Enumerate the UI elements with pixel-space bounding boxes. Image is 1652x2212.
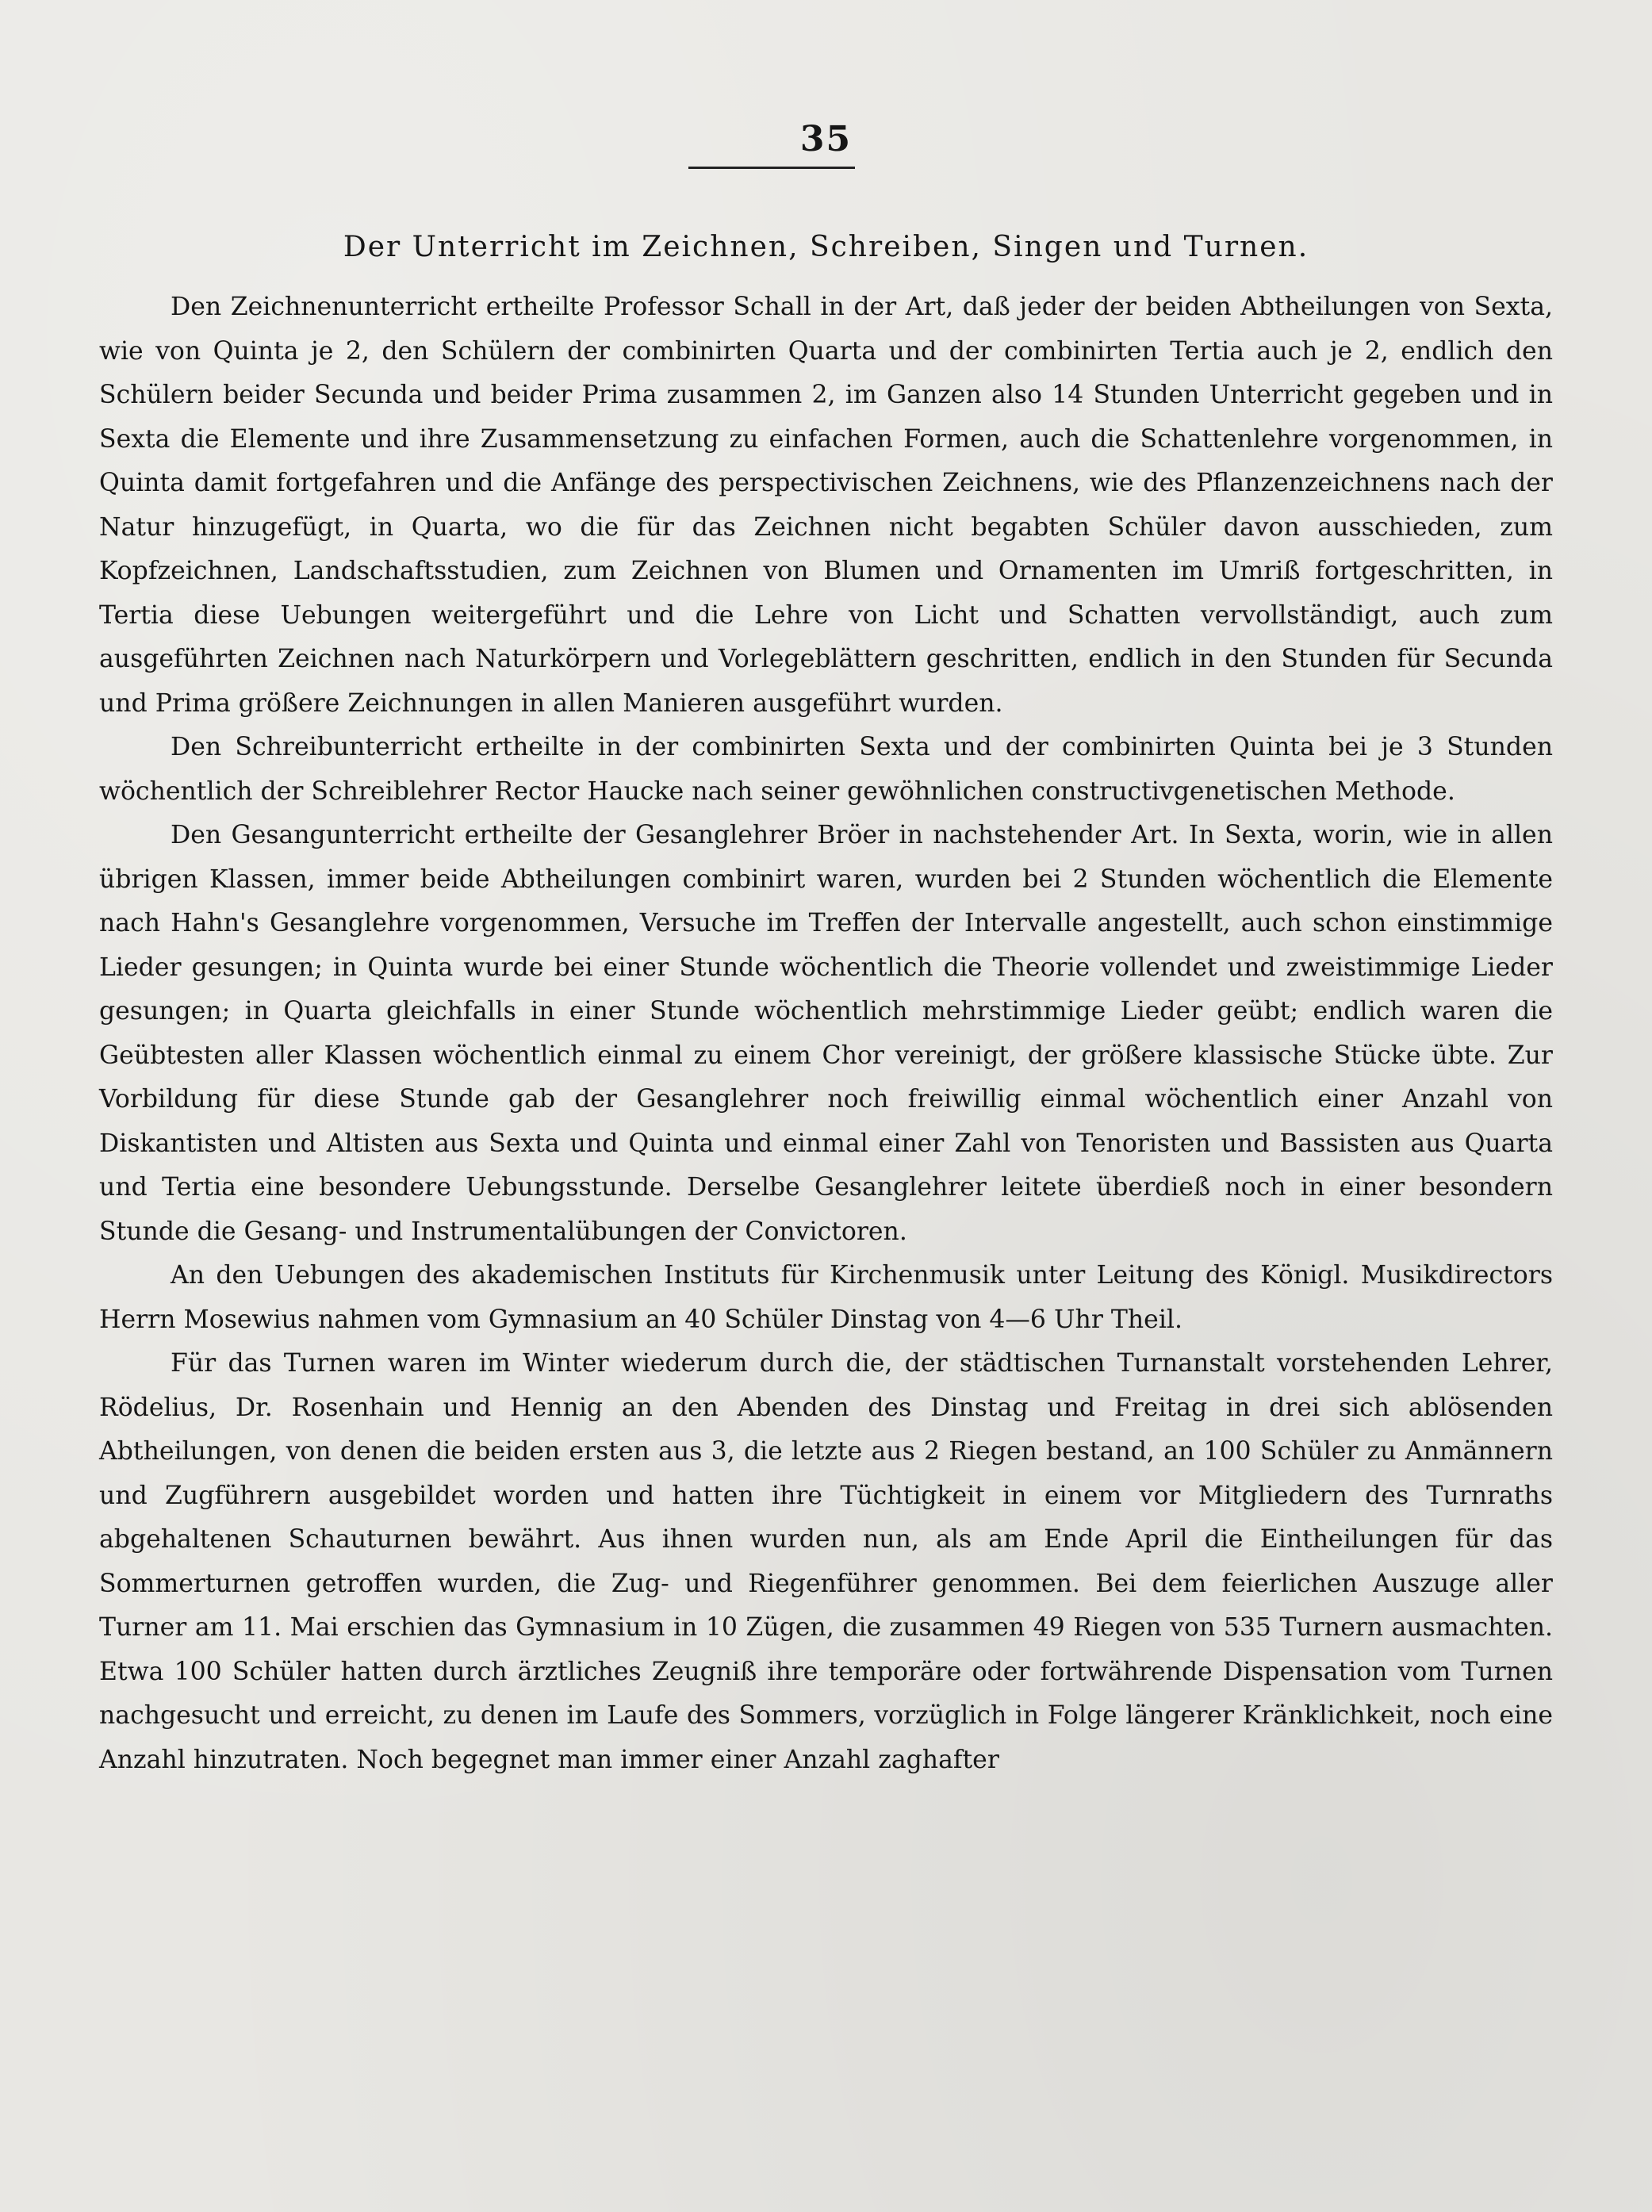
body-text: [99, 286, 1553, 1782]
page-number: 35: [799, 119, 853, 159]
section-heading: Der Unterricht im Zeichnen, Schreiben, Singen und Turnen.: [343, 231, 1309, 263]
paragraph-singing-lessons: Den Gesangunterricht ertheilte der Gesanglehrer Bröer in nachstehender Art. In Sexta, worin, wie in allen übrigen Klassen, immer beide Abtheilungen combinirt waren, wurden bei 2 Stunden wöchentlich die Elemente nach Hahn's Gesanglehre vorgenommen, Versuche im Treffen der Intervalle angestellt, auch schon einstimmige Lieder gesungen; in Quinta wurde bei einer Stunde wöchentlich die Theorie vollendet und zweistimmige Lieder gesungen; in Quarta gleichfalls in einer Stunde wöchentlich mehrstimmige Lieder geübt; endlich waren die Geübtesten aller Klassen wöchentlich einmal zu einem Chor vereinigt, der größere klassische Stücke übte. Zur Vorbildung für diese Stunde gab der Gesanglehrer noch freiwillig einmal wöchentlich einer Anzahl von Diskantisten und Altisten aus Sexta und Quinta und einmal einer Zahl von Tenoristen und Bassisten aus Quarta und Tertia eine besondere Uebungsstunde. Derselbe Gesanglehrer leitete überdieß noch in einer besondern Stunde die Gesang- und Instrumentalübungen der Convictoren.: [99, 821, 1553, 1246]
paragraph-drawing-lessons: Den Zeichnenunterricht ertheilte Professor Schall in der Art, daß jeder der beiden Abtheilungen von Sexta, wie von Quinta je 2, den Schülern der combinirten Quarta und der combinirten Tertia auch je 2, endlich den Schülern beider Secunda und beider Prima zusammen 2, im Ganzen also 14 Stunden Unterricht gegeben und in Sexta die Elemente und ihre Zusammensetzung zu einfachen Formen, auch die Schattenlehre vorgenommen, in Quinta damit fortgefahren und die Anfänge des perspectivischen Zeichnens, wie des Pflanzenzeichnens nach der Natur hinzugefügt, in Quarta, wo die für das Zeichnen nicht begabten Schüler davon ausschieden, zum Kopfzeichnen, Landschaftsstudien, zum Zeichnen von Blumen und Ornamenten im Umriß fortgeschritten, in Tertia diese Uebungen weitergeführt und die Lehre von Licht und Schatten vervollständigt, auch zum ausgeführten Zeichnen nach Naturkörpern und Vorlegeblättern geschritten, endlich in den Stunden für Secunda und Prima größere Zeichnungen in allen Manieren ausgeführt wurden.: [99, 293, 1553, 718]
paragraph-gymnastics: Für das Turnen waren im Winter wiederum durch die, der städtischen Turnanstalt vorstehenden Lehrer, Rödelius, Dr. Rosenhain und Hennig an den Abenden des Dinstag und Freitag in drei sich ablösenden Abtheilungen, von denen die beiden ersten aus 3, die letzte aus 2 Riegen bestand, an 100 Schüler zu Anmännern und Zugführern ausgebildet worden und hatten ihre Tüchtigkeit in einem vor Mitgliedern des Turnraths abgehaltenen Schauturnen bewährt. Aus ihnen wurden nun, als am Ende April die Eintheilungen für das Sommerturnen getroffen wurden, die Zug- und Riegenführer genommen. Bei dem feierlichen Auszuge aller Turner am 11. Mai erschien das Gymnasium in 10 Zügen, die zusammen 49 Riegen von 535 Turnern ausmachten. Etwa 100 Schüler hatten durch ärztliches Zeugniß ihre temporäre oder fortwährende Dispensation vom Turnen nachgesucht und erreicht, zu denen im Laufe des Sommers, vorzüglich in Folge längerer Kränklichkeit, noch eine Anzahl hinzutraten. Noch begegnet man immer einer Anzahl zaghafter: [99, 1349, 1553, 1774]
paragraph-church-music: An den Uebungen des akademischen Instituts für Kirchenmusik unter Leitung des Königl. Musikdirectors Herrn Mosewius nahmen vom Gymnasium an 40 Schüler Dinstag von 4—6 Uhr Theil.: [99, 1261, 1553, 1334]
paragraph-writing-lessons: Den Schreibunterricht ertheilte in der combinirten Sexta und der combinirten Quinta bei je 3 Stunden wöchentlich der Schreiblehrer Rector Haucke nach seiner gewöhnlichen constructivgenetischen Methode.: [99, 733, 1553, 806]
page-number-rule: [688, 167, 855, 169]
